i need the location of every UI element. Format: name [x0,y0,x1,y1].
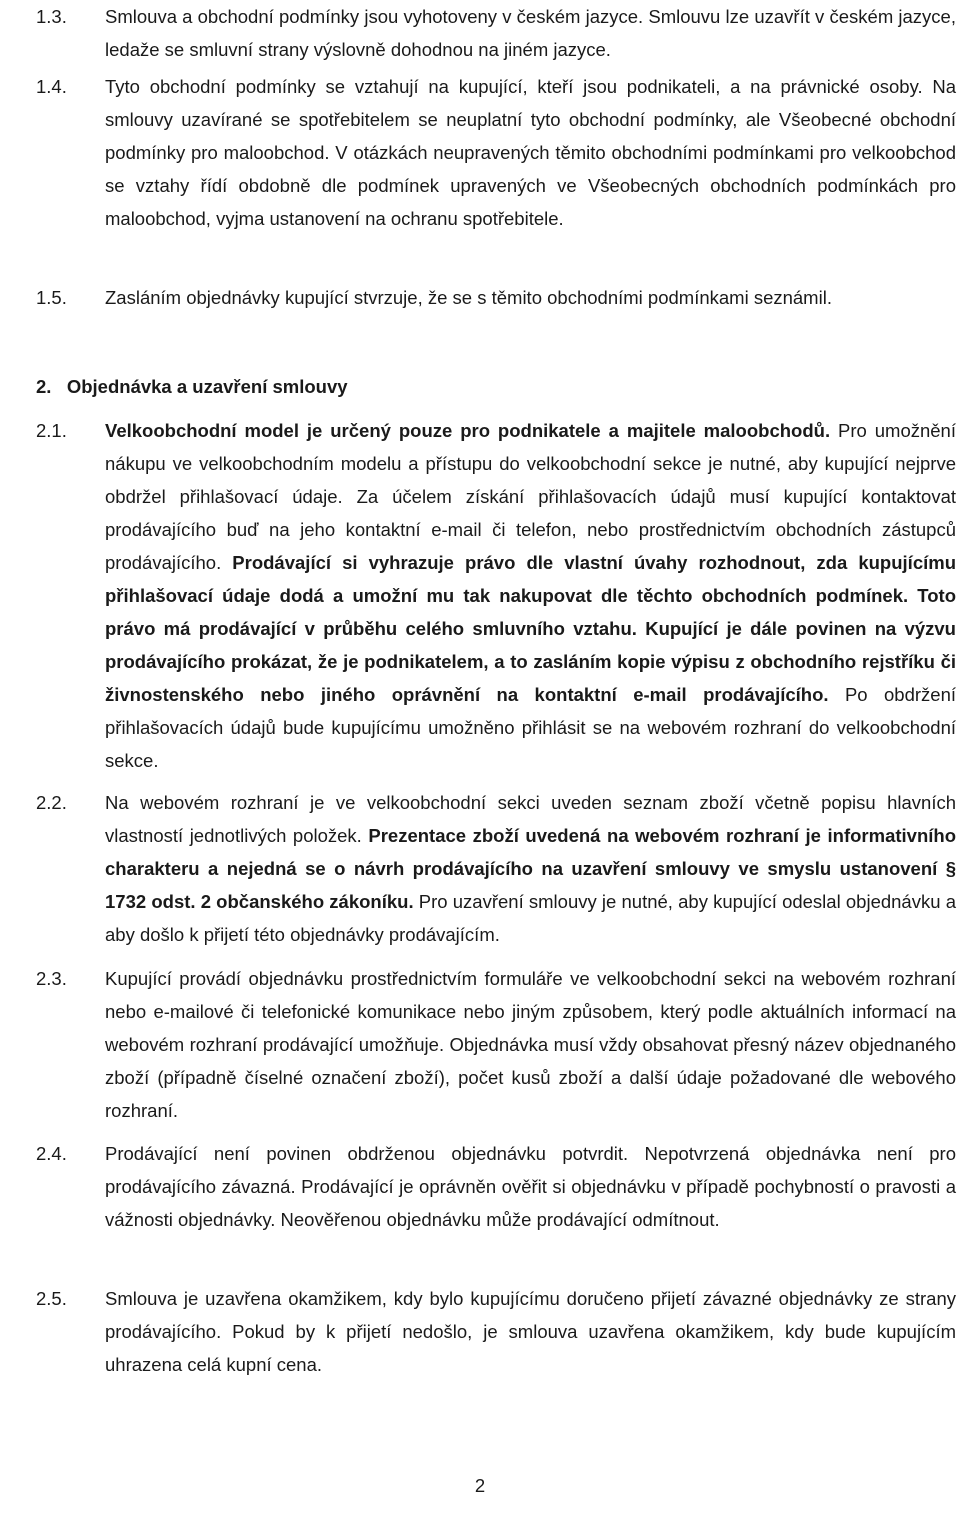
text-segment: Pro uzavření smlouvy je nutné, aby kupující odeslal objednávku a aby došlo k přijetí této objednávky prodávajícím. [105,891,956,945]
bold-text-segment: Velkoobchodní model je určený pouze pro podnikatele a majitele maloobchodů. [105,420,831,441]
text-segment: Pro umožnění nákupu ve velkoobchodním modelu a přístupu do velkoobchodní sekce je nutné, aby kupující nejprve obdržel přihlašovací údaje. Za účelem získání přihlašovacích údajů musí kupující kontaktovat prodávajícího buď na jeho kontaktní e-mail či telefon, nebo prostřednictvím obchodních zástupců prodávajícího. [105,420,956,573]
clause-text [105,414,956,777]
text-segment: Kupující provádí objednávku prostřednictvím formuláře ve velkoobchodní sekci na webovém rozhraní nebo e-mailové či telefonické komunikace nebo jiným způsobem, který podle aktuálních informací na webovém rozhraní prodávající umožňuje. Objednávka musí vždy obsahovat přesný název objednaného zboží (případně číselné označení zboží), počet kusů zboží a další údaje požadované dle webového rozhraní. [105,968,956,1121]
clause-text [105,1137,956,1236]
text-segment: Na webovém rozhraní je ve velkoobchodní sekci uveden seznam zboží včetně popisu hlavních vlastností jednotlivých položek. [105,792,956,846]
clause-number: 1.5. [36,287,67,308]
clause-text [105,0,956,66]
clause-text [105,281,956,314]
text-segment: Zasláním objednávky kupující stvrzuje, že se s těmito obchodními podmínkami seznámil. [105,287,832,308]
clause-number: 2.2. [36,792,67,813]
clause-text [105,962,956,1127]
clause-number: 2.3. [36,968,67,989]
section-heading: 2. Objednávka a uzavření smlouvy [36,376,348,397]
text-segment: Smlouva je uzavřena okamžikem, kdy bylo kupujícímu doručeno přijetí závazné objednávky ze strany prodávajícího. Pokud by k přijetí nedošlo, je smlouva uzavřena okamžikem, kdy bude kupujícím uhrazena celá kupní cena. [105,1288,956,1375]
clause-2-5 [36,1282,960,1381]
clause-1-4 [36,70,960,235]
clause-number: 2.4. [36,1143,67,1164]
text-segment: Prodávající není povinen obdrženou objednávku potvrdit. Nepotvrzená objednávka není pro prodávajícího závazná. Prodávající je oprávněn ověřit si objednávku v případě pochybností o pravosti a vážnosti objednávky. Neověřenou objednávku může prodávající odmítnout. [105,1143,956,1230]
clause-1-5 [36,281,960,314]
clause-1-3 [36,0,960,66]
clause-2-2 [36,786,960,951]
page-number: 2 [474,1475,486,1496]
clause-number: 2.1. [36,420,67,441]
clause-2-3 [36,962,960,1127]
clause-2-1 [36,414,960,777]
text-segment: Po obdržení přihlašovacích údajů bude kupujícímu umožněno přihlásit se na webovém rozhraní do velkoobchodní sekce. [105,684,956,771]
clause-2-4 [36,1137,960,1236]
clause-text [105,1282,956,1381]
clause-number: 2.5. [36,1288,67,1309]
bold-text-segment: Prodávající si vyhrazuje právo dle vlastní úvahy rozhodnout, zda kupujícímu přihlašovací údaje dodá a umožní mu tak nakupovat dle těchto obchodních podmínek. Toto právo má prodávající v průběhu celého smluvního vztahu. Kupující je dále povinen na výzvu prodávajícího prokázat, že je podnikatelem, a to zasláním kopie výpisu z obchodního rejstříku či živnostenského nebo jiného oprávnění na kontaktní e-mail prodávajícího. [105,552,956,705]
clause-number: 1.3. [36,6,67,27]
clause-text [105,70,956,235]
clause-text [105,786,956,951]
clause-number: 1.4. [36,76,67,97]
text-segment: Smlouva a obchodní podmínky jsou vyhotoveny v českém jazyce. Smlouvu lze uzavřít v českém jazyce, ledaže se smluvní strany výslovně dohodnou na jiném jazyce. [105,6,956,60]
bold-text-segment: Prezentace zboží uvedená na webovém rozhraní je informativního charakteru a nejedná se o návrh prodávajícího na uzavření smlouvy ve smyslu ustanovení § 1732 odst. 2 občanského zákoníku. [105,825,956,912]
text-segment: Tyto obchodní podmínky se vztahují na kupující, kteří jsou podnikateli, a na právnické osoby. Na smlouvy uzavírané se spotřebitelem se neuplatní tyto obchodní podmínky, ale Všeobecné obchodní podmínky pro maloobchod. V otázkách neupravených těmito obchodními podmínkami pro velkoobchod se vztahy řídí obdobně dle podmínek upravených ve Všeobecných obchodních podmínkách pro maloobchod, vyjma ustanovení na ochranu spotřebitele. [105,76,956,229]
